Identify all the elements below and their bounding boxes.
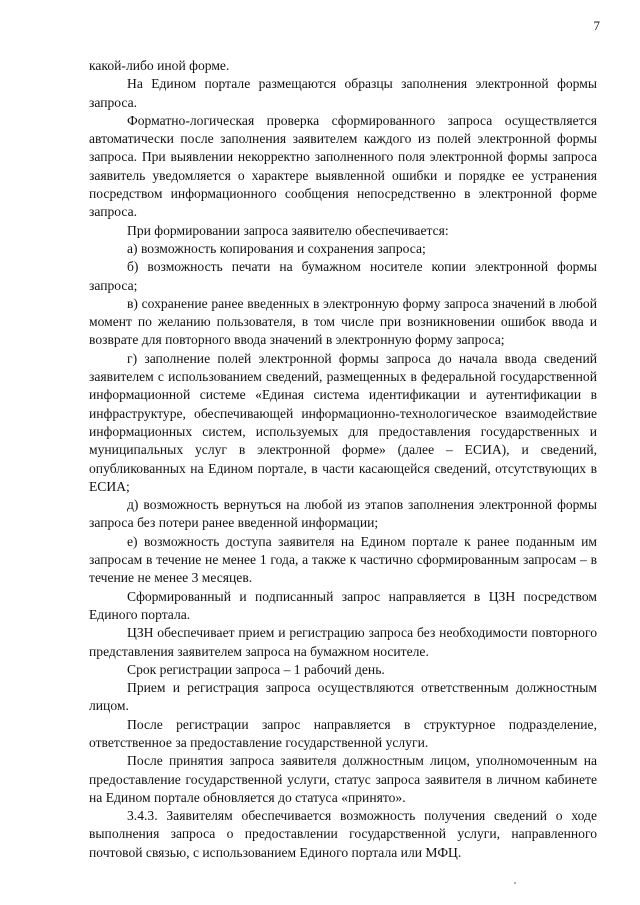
- paragraph: При формировании запроса заявителю обеспечивается:: [127, 222, 449, 238]
- document-body: [89, 57, 597, 862]
- paragraph: Сформированный и подписанный запрос направляется в ЦЗН посредством Единого портала.: [89, 588, 597, 622]
- list-item: б) возможность печати на бумажном носителе копии электронной формы запроса;: [89, 259, 597, 293]
- list-item: г) заполнение полей электронной формы запроса до начала ввода сведений заявителем с использованием сведений, размещенных в федеральной государственной информационной системе «Единая система идентификации и аутентификации в инфраструктуре, обеспечивающей информационно-технологическое взаимодействие информационных систем, используемых для предоставления государственных и муниципальных услуг в электронной форме» (далее – ЕСИА), и сведений, опубликованных на Едином портале, в части касающейся сведений, отсутствующих в ЕСИА;: [89, 350, 597, 494]
- paragraph: На Едином портале размещаются образцы заполнения электронной формы запроса.: [89, 76, 597, 110]
- paragraph: ЦЗН обеспечивает прием и регистрацию запроса без необходимости повторного представления заявителем запроса на бумажном носителе.: [89, 625, 597, 659]
- paragraph: какой-либо иной форме.: [89, 58, 230, 73]
- paragraph: Прием и регистрация запроса осуществляются ответственным должностным лицом.: [89, 680, 597, 714]
- scan-speck: [514, 882, 516, 884]
- list-item: в) сохранение ранее введенных в электронную форму запроса значений в любой момент по желанию пользователя, в том числе при возникновении ошибок ввода и возврате для повторного ввода значений в электронную форму запроса;: [89, 295, 597, 348]
- page-number: 7: [593, 18, 600, 33]
- list-item: д) возможность вернуться на любой из этапов заполнения электронной формы запроса без потери ранее введенной информации;: [89, 497, 597, 531]
- paragraph: После принятия запроса заявителя должностным лицом, уполномоченным на предоставление государственной услуги, статус запроса заявителя в личном кабинете на Едином портале обновляется до статуса «принято».: [89, 753, 597, 805]
- list-item: е) возможность доступа заявителя на Едином портале к ранее поданным им запросам в течение не менее 1 года, а также к частично сформированным запросам – в течение не менее 3 месяцев.: [89, 533, 597, 586]
- paragraph: Форматно-логическая проверка сформированного запроса осуществляется автоматически после заполнения заявителем каждого из полей электронной формы запроса. При выявлении некорректно заполненного поля электронной формы запроса заявитель уведомляется о характере выявленной ошибки и порядке ее устранения посредством информационного сообщения непосредственно в электронной форме запроса.: [89, 112, 597, 220]
- list-item: а) возможность копирования и сохранения запроса;: [127, 240, 426, 256]
- paragraph: Срок регистрации запроса – 1 рабочий день.: [127, 661, 385, 677]
- paragraph: После регистрации запрос направляется в структурное подразделение, ответственное за предоставление государственной услуги.: [89, 716, 597, 750]
- section-paragraph: 3.4.3. Заявителям обеспечивается возможность получения сведений о ходе выполнения запроса о предоставлении государственной услуги, направленного почтовой связью, с использованием Единого портала или МФЦ.: [89, 808, 597, 860]
